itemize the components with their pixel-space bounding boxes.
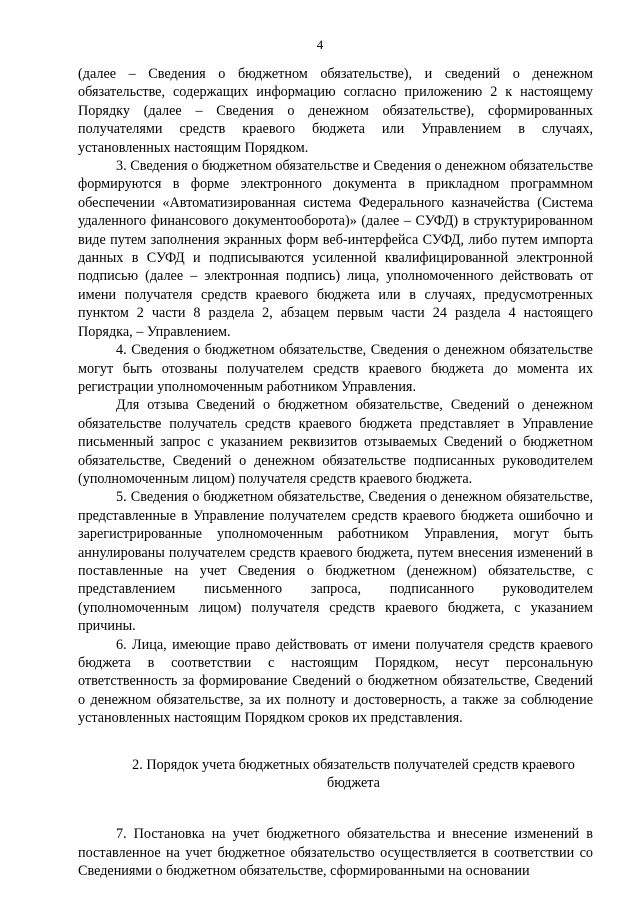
paragraph-item-7: 7. Постановка на учет бюджетного обязательства и внесение изменений в поставленное на учет бюджетное обязательство осуществляется в соответствии со Сведениями о бюджетном обязательстве, сформированными на основании [78, 826, 593, 880]
document-body [78, 65, 593, 881]
paragraph-item-3: 3. Сведения о бюджетном обязательстве и Сведения о денежном обязательстве формируются в форме электронного документа в прикладном программном обеспечении «Автоматизированная система Федерального казначейства (Система удаленного финансового документооборота)» (далее – СУФД) в структурированном виде путем заполнения экранных форм веб-интерфейса СУФД, либо путем импорта данных в СУФД и подписываются усиленной квалифицированной электронной подписью (далее – электронная подпись) лица, уполномоченного действовать от имени получателя средств краевого бюджета или в случаях, предусмотренных пунктом 2 части 8 раздела 2, абзацем первым части 24 раздела 4 настоящего Порядка, – Управлением. [78, 158, 593, 340]
paragraph-withdrawal: Для отзыва Сведений о бюджетном обязательстве, Сведений о денежном обязательстве получатель средств краевого бюджета представляет в Управление письменный запрос с указанием реквизитов отзываемых Сведений о бюджетном обязательстве, Сведений о денежном обязательстве подписанных руководителем (уполномоченным лицом) получателя средств краевого бюджета. [78, 397, 593, 487]
paragraph-item-5: 5. Сведения о бюджетном обязательстве, Сведения о денежном обязательстве, представленные в Управление получателем средств краевого бюджета ошибочно и зарегистрированные уполномоченным работником Управления, могут быть аннулированы получателем средств краевого бюджета, путем внесения изменений в поставленные на учет Сведения о бюджетном (денежном) обязательстве, с представлением письменного запроса, подписанного руководителем (уполномоченным лицом) получателя средств краевого бюджета, с указанием причины. [78, 489, 593, 635]
paragraph-continuation: (далее – Сведения о бюджетном обязательстве), и сведений о денежном обязательстве, содержащих информацию согласно приложению 2 к настоящему Порядку (далее – Сведения о денежном обязательстве), сформированных получателями средств краевого бюджета или Управлением в случаях, установленных настоящим Порядком. [78, 66, 593, 156]
paragraph-item-4: 4. Сведения о бюджетном обязательстве, Сведения о денежном обязательстве могут быть отозваны получателем средств краевого бюджета до момента их регистрации уполномоченным работником Управления. [78, 342, 593, 395]
page-number: 4 [316, 37, 324, 52]
section-heading: 2. Порядок учета бюджетных обязательств получателей средств краевого бюджета [132, 756, 575, 792]
paragraph-item-6: 6. Лица, имеющие право действовать от имени получателя средств краевого бюджета в соответствии с настоящим Порядком, несут персональную ответственность за формирование Сведений о бюджетном обязательстве, Сведений о денежном обязательстве, за их полноту и достоверность, а также за соблюдение установленных настоящим Порядком сроков их представления. [78, 636, 593, 727]
